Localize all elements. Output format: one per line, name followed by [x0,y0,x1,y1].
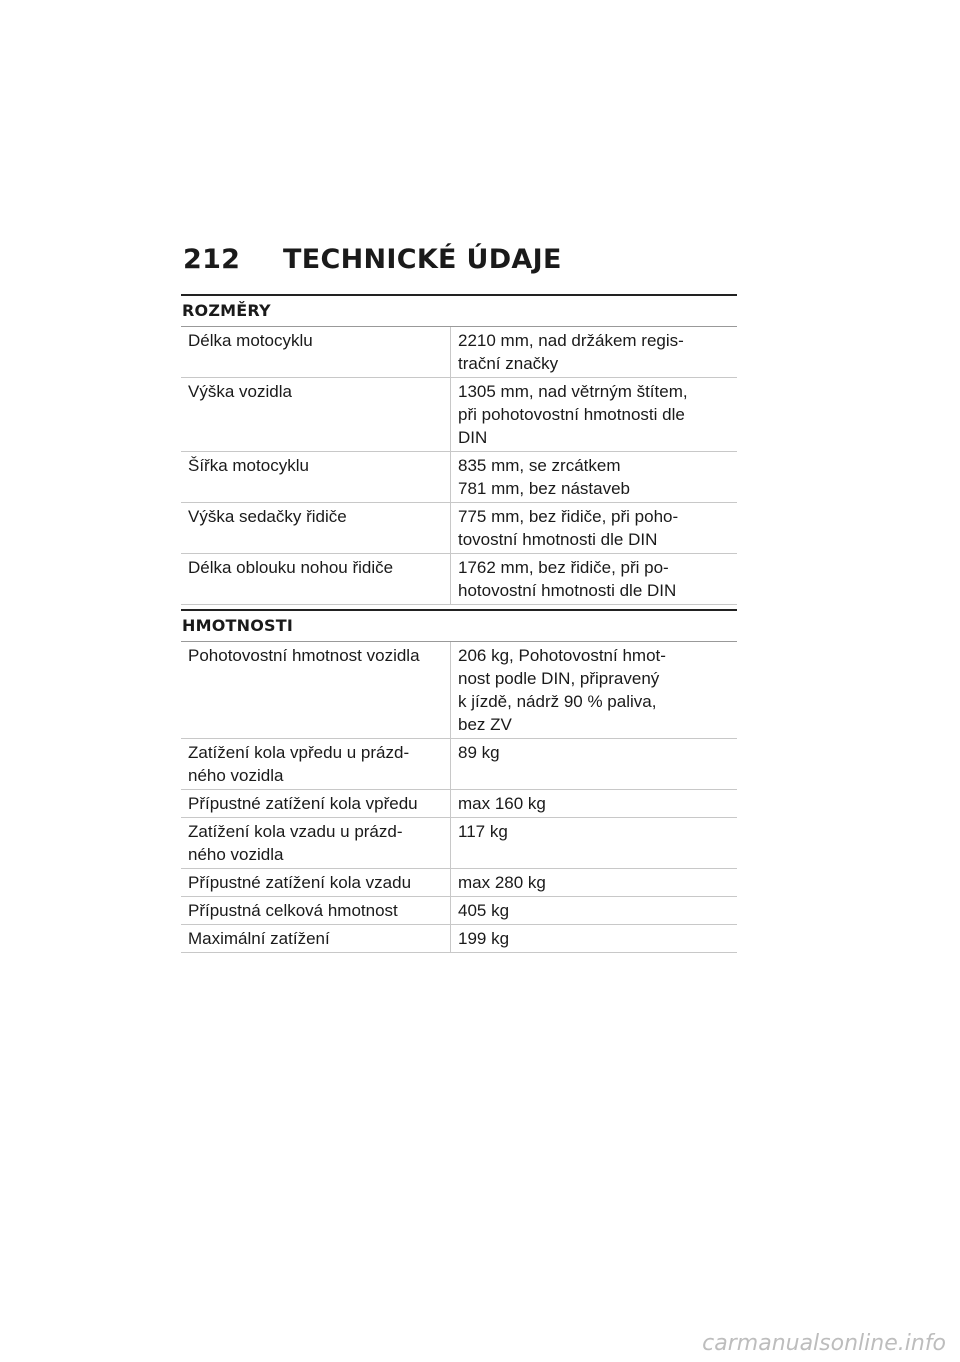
spec-label [181,925,451,952]
spec-table [181,642,737,953]
spec-label [181,452,451,502]
chapter-title: TECHNICKÉ ÚDAJE [283,244,562,275]
table-row [181,378,737,452]
spec-value-line: 405 kg [458,901,510,920]
spec-label-line: Maximální zatížení [188,929,330,948]
spec-value [451,503,737,553]
spec-label [181,897,451,924]
spec-label [181,790,451,817]
table-row [181,925,737,953]
spec-label [181,739,451,789]
spec-value-line: max 160 kg [458,794,546,813]
section-title: HMOTNOSTI [181,609,737,642]
table-row [181,327,737,378]
spec-value [451,327,737,377]
spec-value-line: 206 kg, Pohotovostní hmot- [458,646,666,665]
spec-value-line: tovostní hmotnosti dle DIN [458,530,658,549]
spec-label-line: Šířka motocyklu [188,456,309,475]
spec-value [451,790,737,817]
spec-table [181,327,737,605]
spec-label-line: Výška sedačky řidiče [188,507,347,526]
spec-value [451,452,737,502]
spec-label-line: Pohotovostní hmotnost vozidla [188,646,420,665]
spec-value-line: k jízdě, nádrž 90 % paliva, [458,692,657,711]
table-row [181,642,737,739]
spec-value [451,897,737,924]
spec-value-line: 199 kg [458,929,510,948]
spec-label-line: Výška vozidla [188,382,292,401]
spec-label-line: Zatížení kola vzadu u prázd- [188,822,403,841]
section-weights [181,609,737,953]
spec-label [181,327,451,377]
spec-label [181,818,451,868]
spec-value [451,378,737,451]
spec-label-line: ného vozidla [188,766,284,785]
spec-value [451,818,737,868]
spec-label-line: ného vozidla [188,845,284,864]
spec-value-line: 781 mm, bez nástaveb [458,479,630,498]
page-header [183,244,562,275]
spec-value-line: 1762 mm, bez řidiče, při po- [458,558,669,577]
spec-value-line: trační značky [458,354,559,373]
page-number: 212 [183,244,241,275]
spec-value-line: 89 kg [458,743,500,762]
table-row [181,503,737,554]
table-row [181,897,737,925]
spec-value [451,642,737,738]
table-row [181,739,737,790]
spec-value-line: při pohotovostní hmotnosti dle [458,405,685,424]
spec-label-line: Přípustné zatížení kola vpředu [188,794,418,813]
spec-value [451,739,737,789]
table-row [181,869,737,897]
spec-label [181,642,451,738]
spec-value-line: 2210 mm, nad držákem regis- [458,331,684,350]
table-row [181,452,737,503]
spec-label-line: Přípustná celková hmotnost [188,901,398,920]
spec-value [451,869,737,896]
spec-label-line: Přípustné zatížení kola vzadu [188,873,412,892]
spec-value-line: 117 kg [458,822,508,841]
spec-label [181,378,451,451]
watermark: carmanualsonline.info [702,1331,946,1356]
section-title: ROZMĚRY [181,294,737,327]
section-dimensions [181,294,737,605]
spec-label [181,869,451,896]
spec-label-line: Délka oblouku nohou řidiče [188,558,394,577]
table-row [181,790,737,818]
spec-value-line: bez ZV [458,715,512,734]
spec-label-line: Délka motocyklu [188,331,313,350]
table-row [181,818,737,869]
table-row [181,554,737,605]
spec-value-line: 775 mm, bez řidiče, při poho- [458,507,679,526]
spec-value-line: hotovostní hmotnosti dle DIN [458,581,677,600]
spec-value-line: 835 mm, se zrcátkem [458,456,621,475]
spec-value-line: nost podle DIN, připravený [458,669,660,688]
spec-value [451,554,737,604]
spec-label [181,554,451,604]
spec-label-line: Zatížení kola vpředu u prázd- [188,743,410,762]
spec-value [451,925,737,952]
spec-value-line: max 280 kg [458,873,546,892]
spec-value-line: 1305 mm, nad větrným štítem, [458,382,688,401]
spec-value-line: DIN [458,428,488,447]
spec-label [181,503,451,553]
